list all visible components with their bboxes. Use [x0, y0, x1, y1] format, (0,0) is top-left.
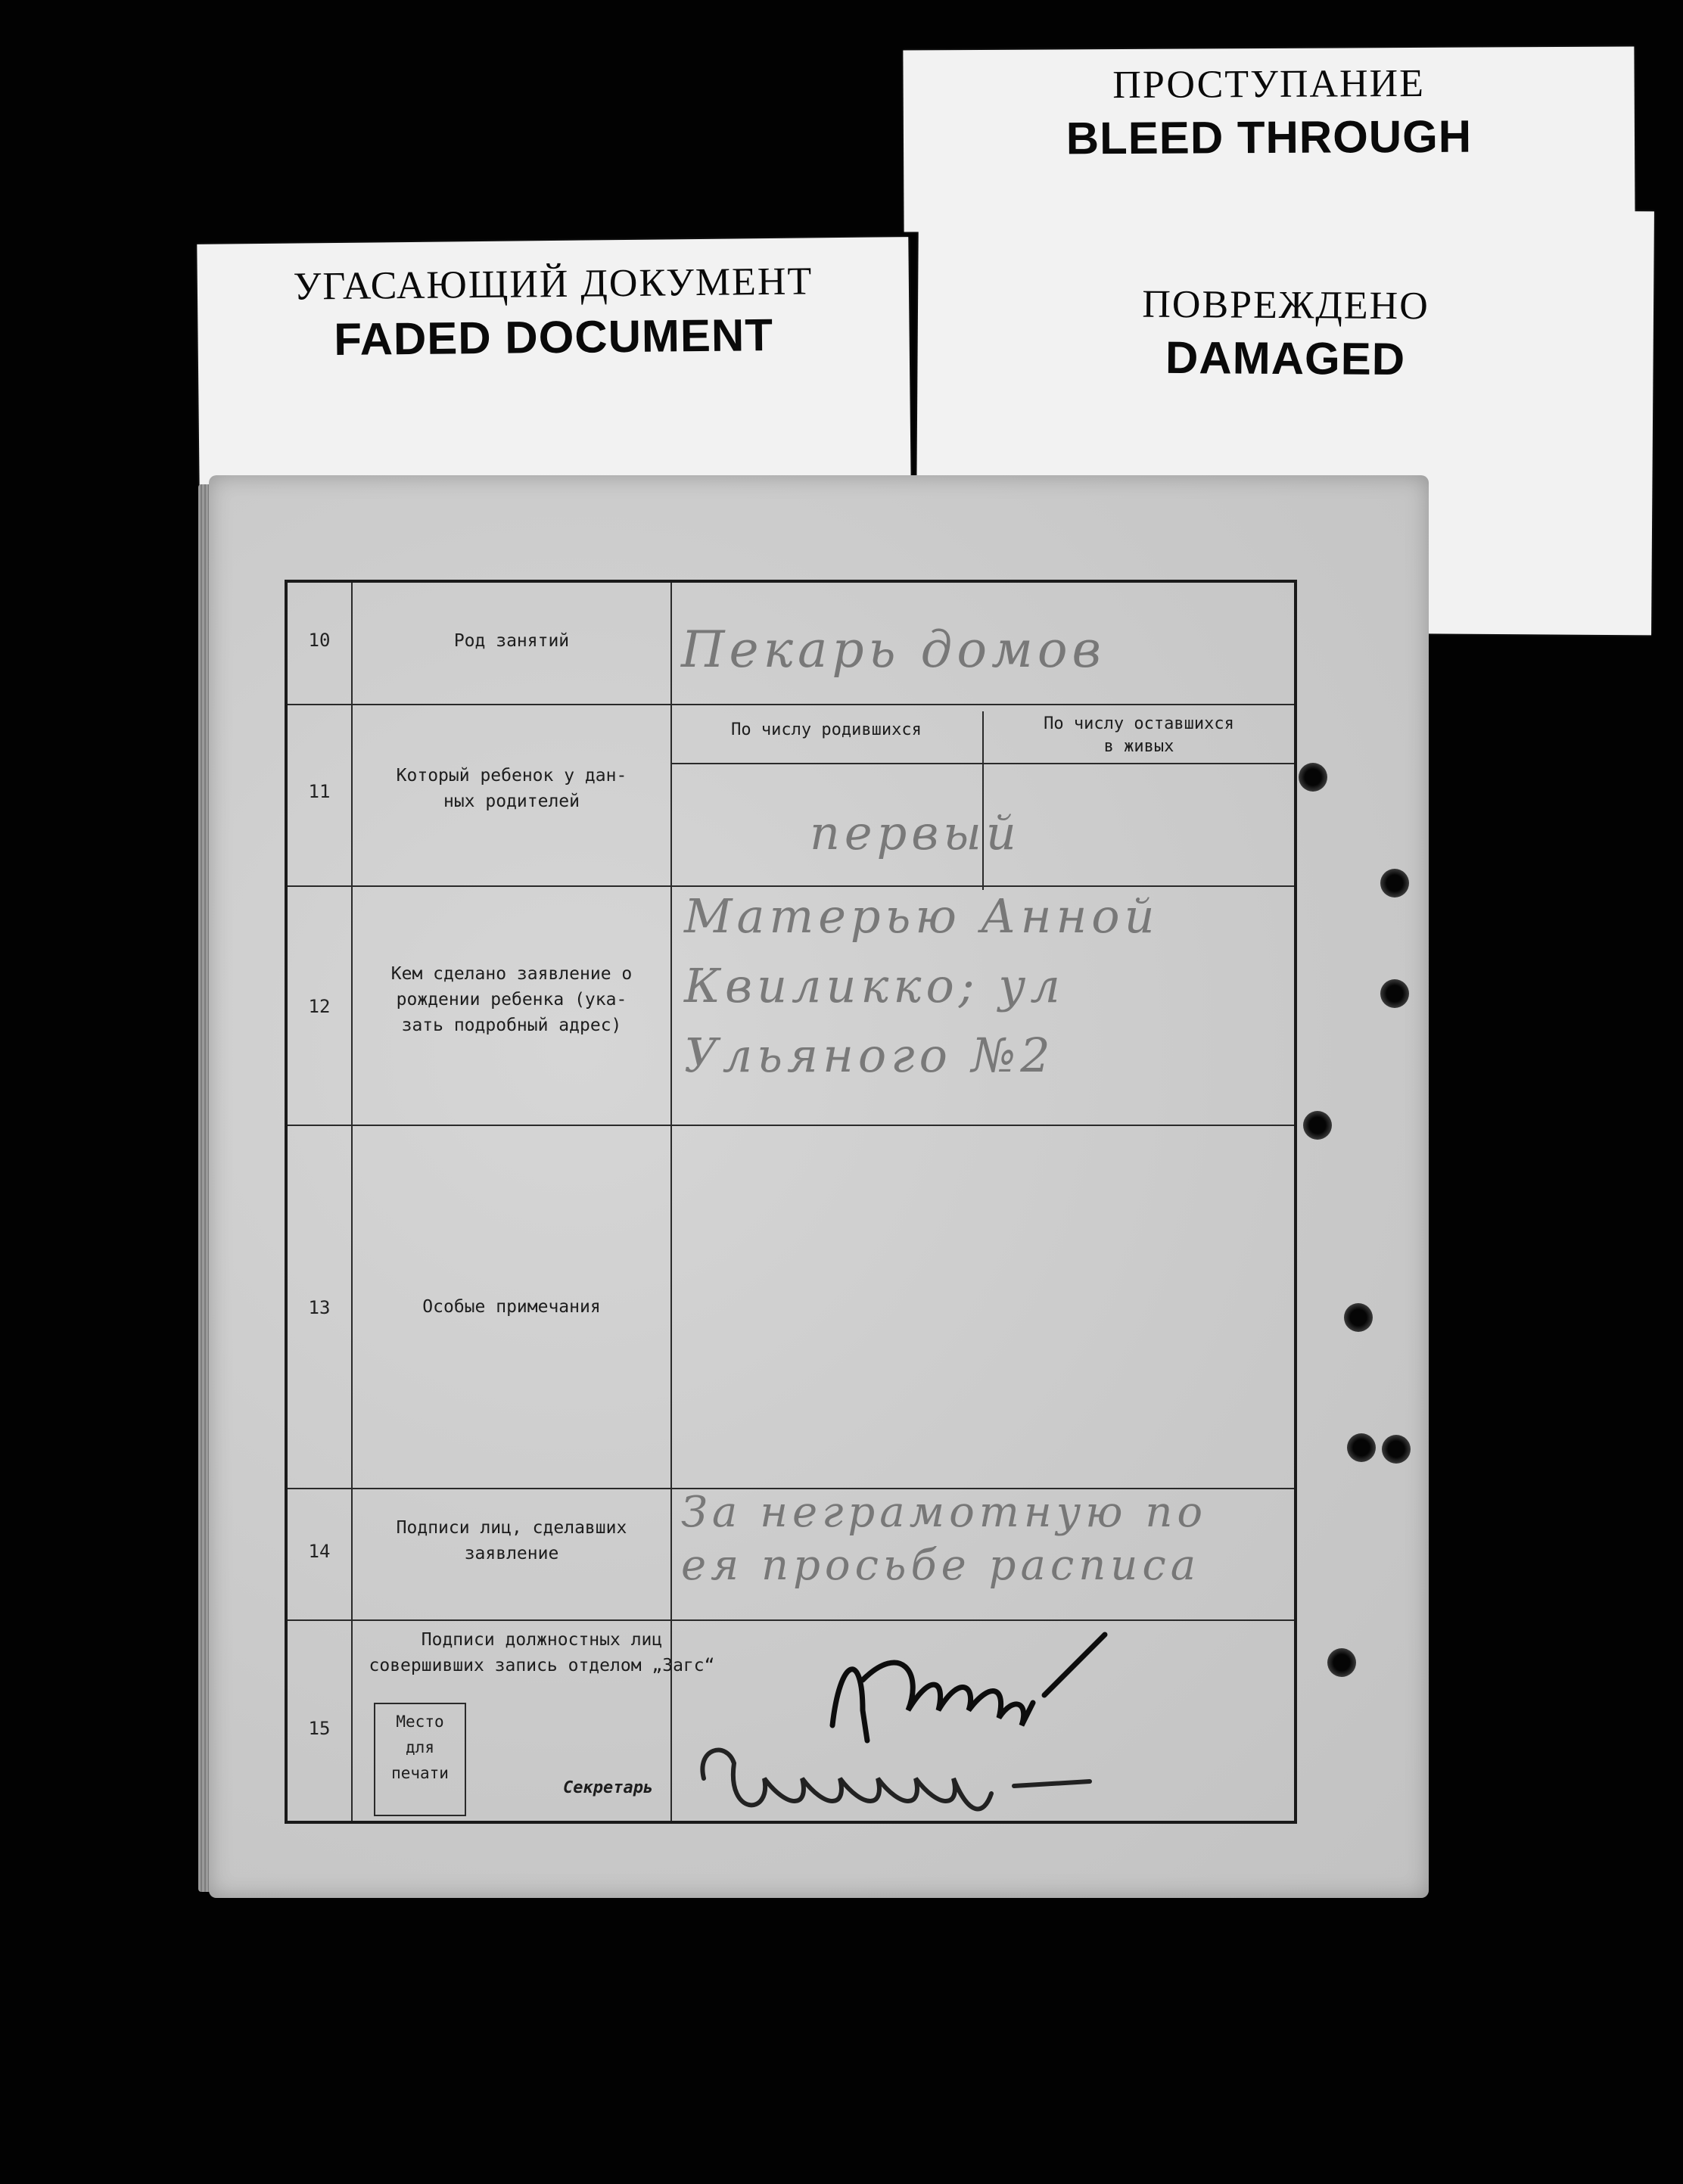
- col-born-header: По числу родившихся: [731, 720, 922, 739]
- occupation-handwritten: Пекарь домов: [681, 621, 1106, 679]
- remarks-label: Особые примечания: [422, 1297, 601, 1317]
- damaged-en: DAMAGED: [1165, 331, 1406, 385]
- bleed-through-en: BLEED THROUGH: [1065, 110, 1473, 164]
- register-page: [209, 475, 1429, 1898]
- faded-document-label-card: [197, 237, 910, 494]
- row-number-11: 11: [308, 781, 331, 802]
- row-number-12: 12: [308, 996, 331, 1017]
- stamp-place-box: Место для печати: [374, 1703, 466, 1816]
- punch-hole: [1303, 1111, 1332, 1140]
- official-signature-secretary: [681, 1733, 1105, 1824]
- punch-hole: [1344, 1303, 1373, 1332]
- declarant-signature-line-1: За неграмотную по: [681, 1488, 1208, 1537]
- declarant-handwritten-line-2: Квиликко; ул: [684, 958, 1065, 1013]
- row-number-10: 10: [308, 630, 331, 651]
- row-number-13: 13: [308, 1297, 331, 1318]
- punch-hole: [1380, 869, 1409, 898]
- faded-document-ru: УГАСАЮЩИЙ ДОКУМЕНТ: [293, 260, 814, 309]
- faded-document-en: FADED DOCUMENT: [333, 309, 774, 366]
- row-number-14: 14: [308, 1541, 331, 1562]
- secretary-label: Секретарь: [563, 1778, 654, 1797]
- punch-hole: [1299, 763, 1327, 792]
- declarant-handwritten-line-3: Ульяного №2: [684, 1028, 1055, 1083]
- row-number-15: 15: [308, 1718, 331, 1739]
- occupation-label: Род занятий: [453, 631, 570, 651]
- punch-hole: [1382, 1435, 1411, 1464]
- child-order-handwritten: первый: [810, 805, 1021, 860]
- punch-hole: [1347, 1433, 1376, 1462]
- child-order-label: Который ребенок у дан- ных родителей: [396, 766, 627, 811]
- registration-form-table: [285, 580, 1297, 1824]
- declarant-label: Кем сделано заявление о рождении ребенка (ука- зать подробный адрес): [390, 964, 633, 1035]
- punch-hole: [1327, 1648, 1356, 1677]
- bleed-through-ru: ПРОСТУПАНИЕ: [1112, 61, 1426, 107]
- declarant-handwritten-line-1: Матерью Анной: [684, 888, 1159, 944]
- bleed-through-label-card: [903, 46, 1635, 232]
- col-alive-header: По числу оставшихся в живых: [1044, 714, 1234, 756]
- punch-hole: [1380, 979, 1409, 1008]
- damaged-ru: ПОВРЕЖДЕНО: [1142, 282, 1429, 328]
- official-signatures-label: Подписи должностных лиц совершивших запись отделом „Загс“: [369, 1630, 715, 1675]
- declarant-signature-line-2: ея просьбе расписа: [681, 1541, 1201, 1590]
- declarant-signatures-label: Подписи лиц, сделавших заявление: [396, 1518, 627, 1563]
